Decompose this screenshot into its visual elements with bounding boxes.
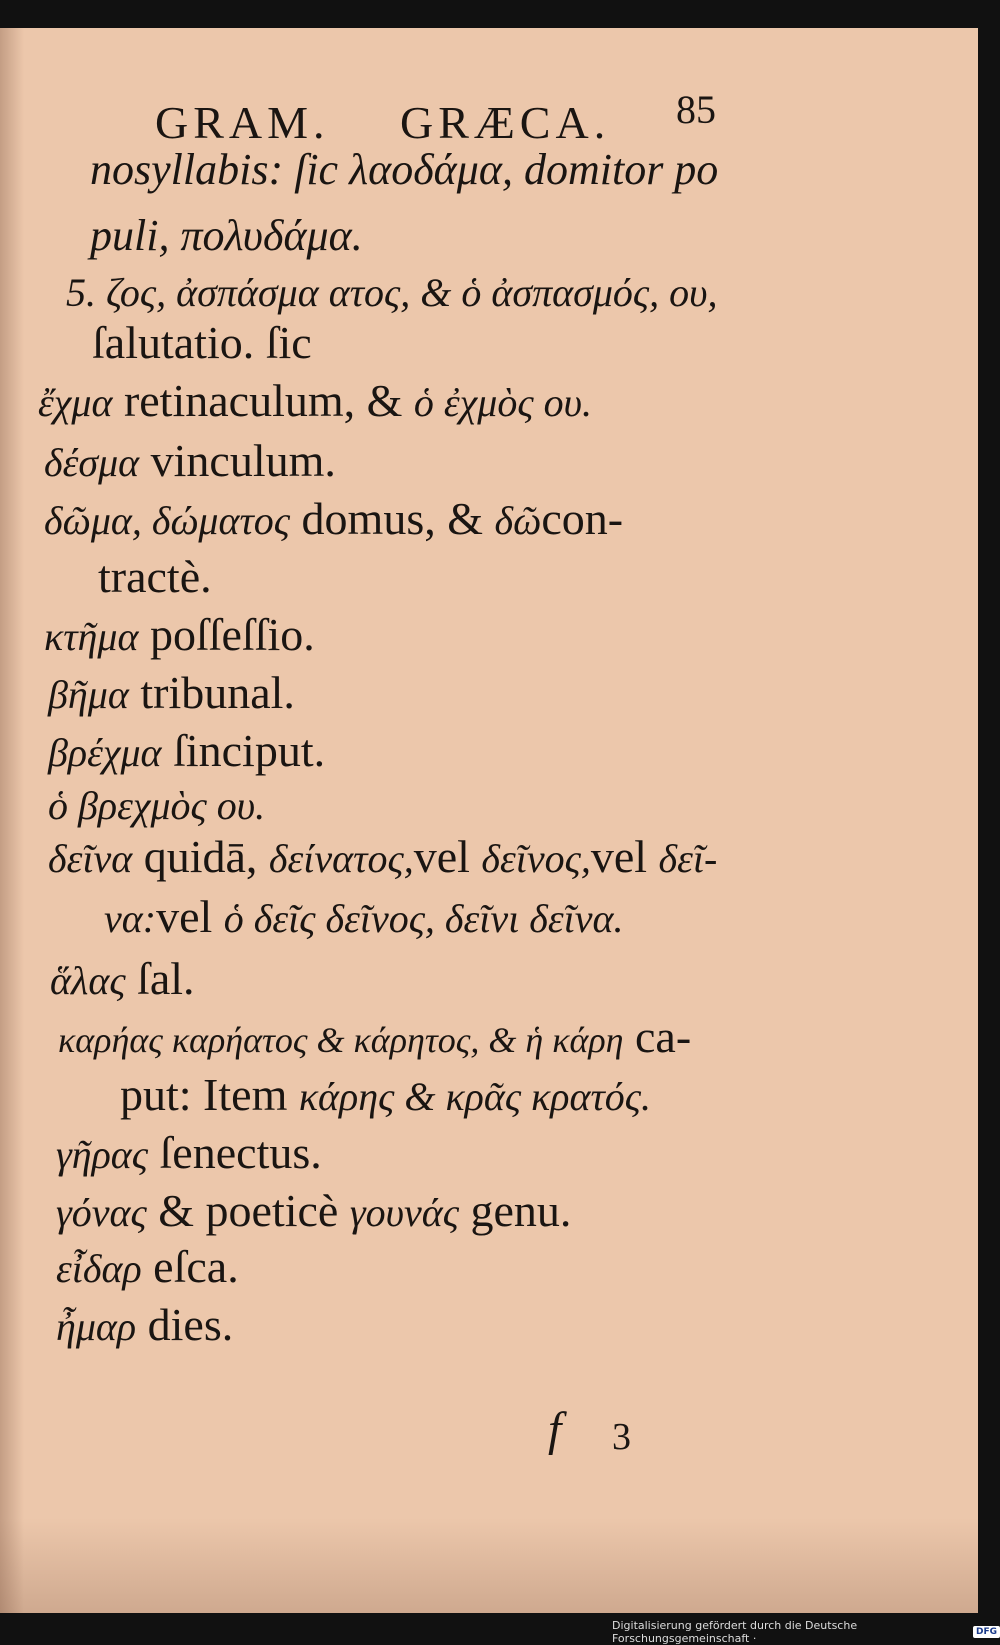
text-line: put: Item κάρης & κρᾶς κρατός. bbox=[120, 1069, 652, 1120]
text-line: δεῖνα quidā, δείνατος,vel δεῖνος,vel δεῖ- bbox=[48, 831, 718, 882]
folio-number: 85 bbox=[676, 87, 716, 132]
text-line: 5. ζος, ἀσπάσμα ατος, & ὁ ἀσπασμός, ου, bbox=[66, 270, 718, 315]
text-line: γῆρας ſenectus. bbox=[56, 1127, 322, 1178]
credit-text: Digitalisierung gefördert durch die Deutsche Forschungsgemeinschaft · bbox=[612, 1619, 858, 1645]
text-line: ἅλας ſal. bbox=[50, 953, 195, 1004]
text-line: να:vel ὁ δεῖς δεῖνος, δεῖνι δεῖνα. bbox=[104, 891, 624, 942]
text-line: καρήας καρήατος & κάρητος, & ἡ κάρη ca- bbox=[58, 1011, 692, 1062]
text-line: εἶδαρ eſca. bbox=[56, 1241, 239, 1292]
text-line: δῶμα, δώματος domus, & δῶcon- bbox=[44, 493, 624, 544]
text-line: puli, πολυδάμα. bbox=[90, 211, 363, 260]
text-line: ὁ βρεχμὸς ου. bbox=[48, 783, 266, 828]
text-line: ſalutatio. ſic bbox=[92, 317, 312, 368]
text-line: βῆμα tribunal. bbox=[48, 667, 295, 718]
signature-mark-letter: f bbox=[548, 1403, 562, 1456]
text-line: ἦμαρ dies. bbox=[56, 1299, 234, 1350]
running-title-left: GRAM. bbox=[155, 97, 330, 148]
text-line: tractè. bbox=[98, 551, 212, 602]
text-line: nosyllabis: ſic λαοδάμα, domitor po bbox=[90, 145, 719, 194]
text-line: κτῆμα poſſeſſio. bbox=[44, 609, 315, 660]
dfg-logo: DFG bbox=[973, 1626, 1000, 1638]
text-line: ἔχμα retinaculum, & ὁ ἐχμὸς ου. bbox=[38, 375, 592, 426]
digitization-credit bbox=[612, 1619, 1000, 1645]
signature-mark-number: 3 bbox=[612, 1416, 631, 1458]
book-page bbox=[0, 28, 978, 1613]
text-line: γόνας & poeticè γουνάς genu. bbox=[56, 1185, 572, 1236]
text-line: δέσμα vinculum. bbox=[44, 435, 336, 486]
text-line: βρέχμα ſinciput. bbox=[48, 725, 326, 776]
running-title-right: GRÆCA. bbox=[400, 97, 611, 148]
